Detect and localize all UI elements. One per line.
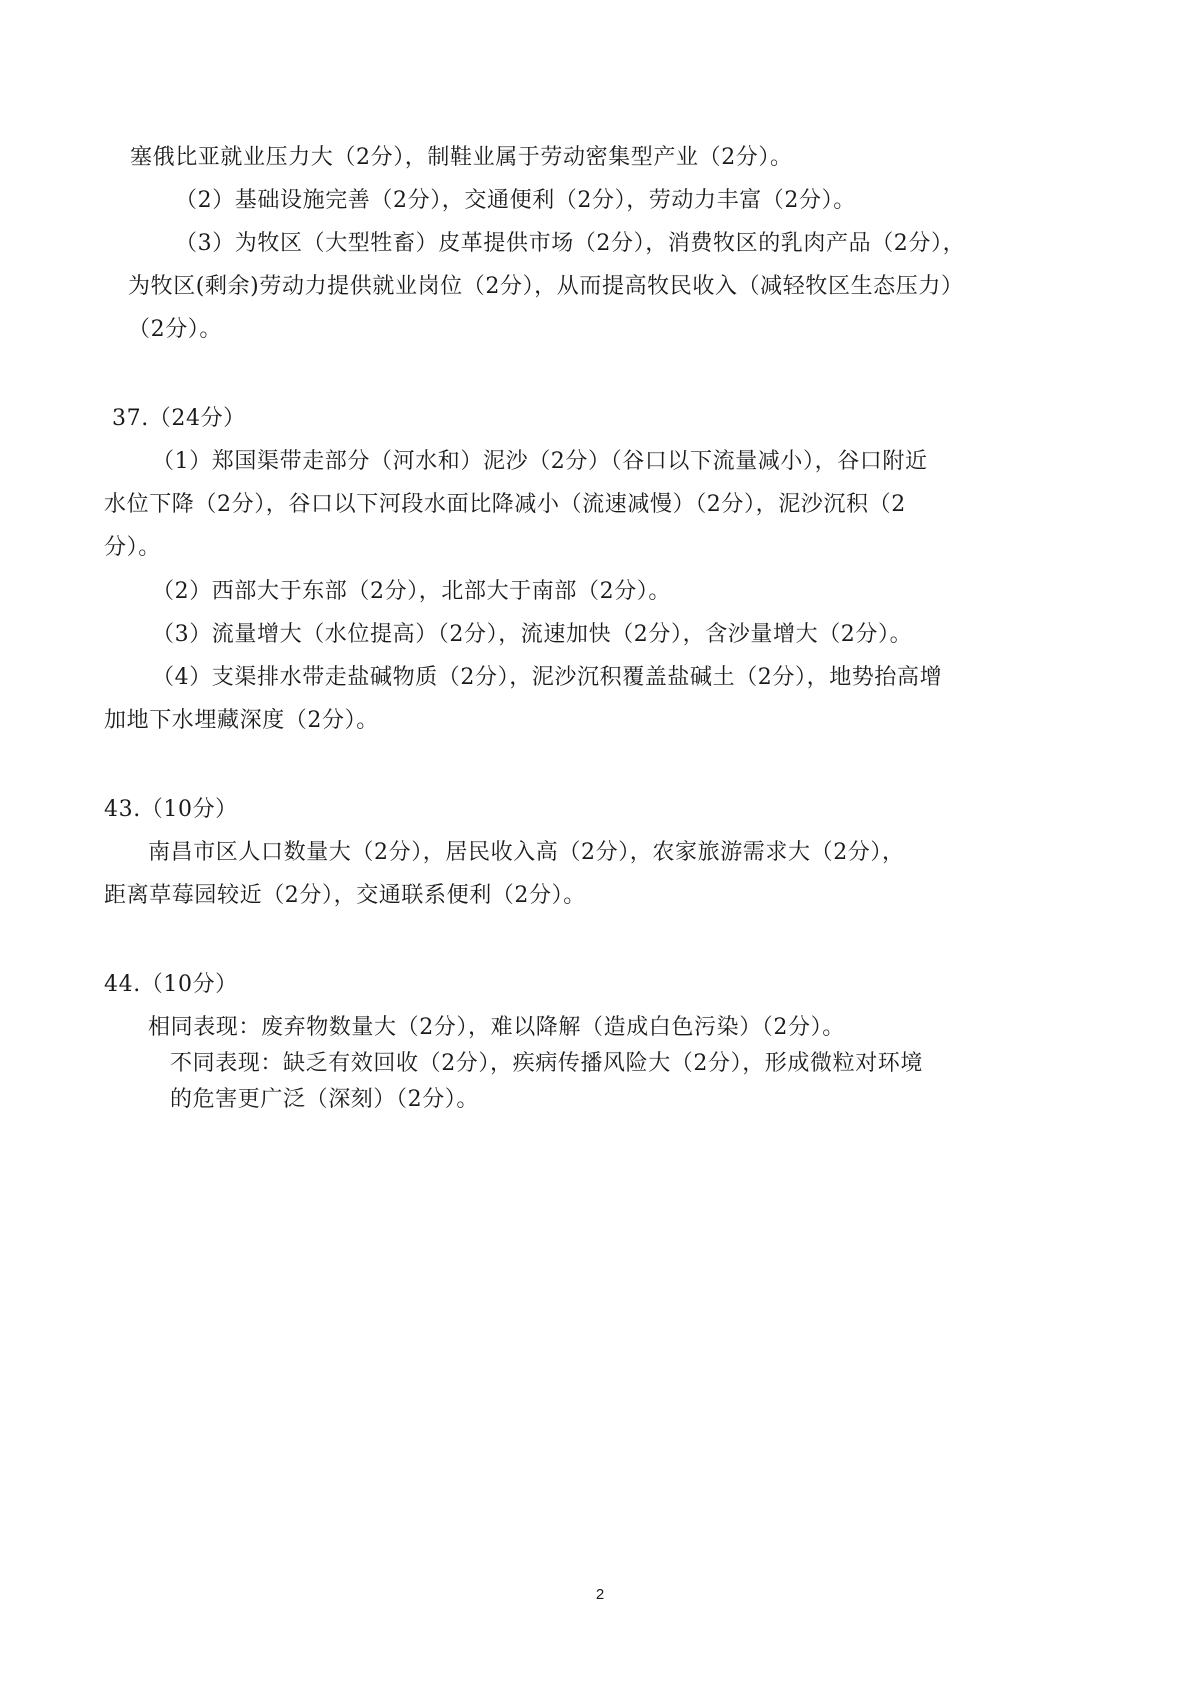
q37-part3: （3）流量增大（水位提高）（2分），流速加快（2分），含沙量增大（2分）。 [152,622,913,647]
q36-line1: 塞俄比亚就业压力大（2分），制鞋业属于劳动密集型产业（2分）。 [130,145,793,170]
q37-part4-line1: （4）支渠排水带走盐碱物质（2分），泥沙沉积覆盖盐碱土（2分），地势抬高增 [152,665,943,690]
q36-part3-line3: （2分）。 [128,317,222,342]
q43-line1: 南昌市区人口数量大（2分），居民收入高（2分），农家旅游需求大（2分）， [148,840,905,865]
q37-part1-line1: （1）郑国渠带走部分（河水和）泥沙（2分）（谷口以下流量减小），谷口附近 [152,449,928,474]
q36-part3-line2: 为牧区(剩余)劳动力提供就业岗位（2分），从而提高牧民收入（减轻牧区生态压力） [128,274,964,299]
q37-part4-line2: 加地下水埋藏深度（2分）。 [104,708,379,733]
page-number: 2 [595,1586,605,1603]
q43-line2: 距离草莓园较近（2分），交通联系便利（2分）。 [104,883,586,908]
q44-line2: 不同表现：缺乏有效回收（2分），疾病传播风险大（2分），形成微粒对环境 [170,1051,923,1076]
q37-part1-line2: 水位下降（2分），谷口以下河段水面比降减小（流速减慢）（2分），泥沙沉积（2 [104,492,906,517]
q43-heading: 43.（10分） [104,797,238,822]
q37-part2: （2）西部大于东部（2分），北部大于南部（2分）。 [152,579,671,604]
q44-line3: 的危害更广泛（深刻）（2分）。 [170,1087,479,1112]
q37-part1-line3: 分）。 [104,535,161,560]
q36-part2: （2）基础设施完善（2分），交通便利（2分），劳动力丰富（2分）。 [175,188,856,213]
q44-heading: 44.（10分） [104,972,238,997]
q36-part3-line1: （3）为牧区（大型牲畜）皮革提供市场（2分），消费牧区的乳肉产品（2分）， [175,231,966,256]
q44-line1: 相同表现：废弃物数量大（2分），难以降解（造成白色污染）（2分）。 [148,1015,845,1040]
q37-heading: 37.（24分） [112,406,246,431]
